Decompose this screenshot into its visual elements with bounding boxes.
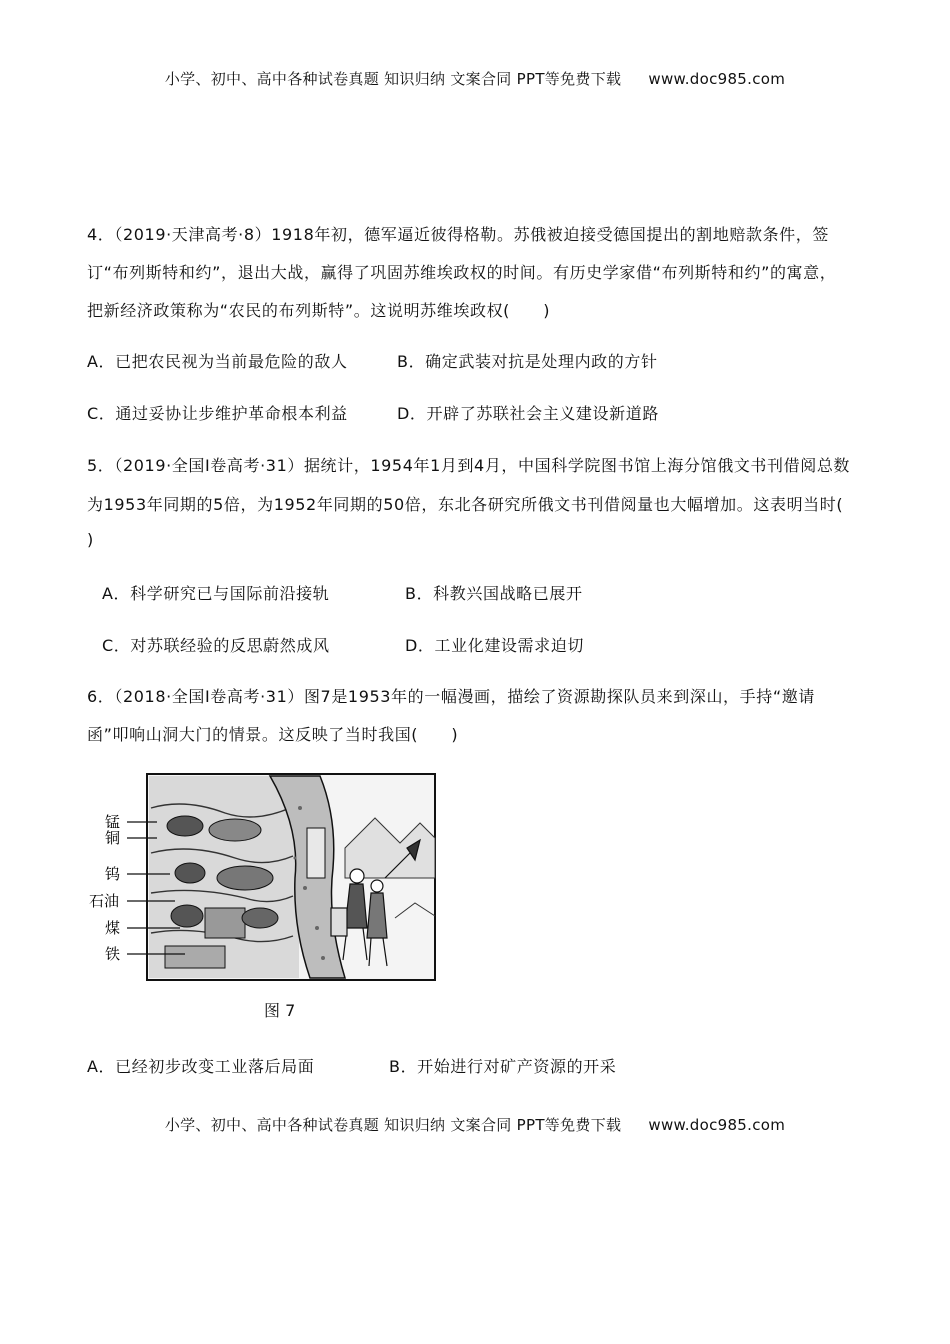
q5-stem-line2: 为1953年同期的5倍，为1952年同期的50倍，东北各研究所俄文书刊借阅量也大幅增加。这表明当时( [87, 495, 844, 514]
figure-label-copper: 铜 [105, 829, 121, 847]
page-footer [0, 1114, 950, 1135]
q4-option-c: C．通过妥协让步维护革命根本利益 [87, 404, 348, 423]
q5-option-c: C．对苏联经验的反思蔚然成风 [102, 636, 330, 655]
q4-option-d: D．开辟了苏联社会主义建设新道路 [397, 404, 659, 423]
q6-stem-line2: 函”叩响山洞大门的情景。这反映了当时我国( ) [87, 725, 459, 744]
header-url[interactable]: www.doc985.com [648, 70, 786, 88]
q4-option-a: A．已把农民视为当前最危险的敌人 [87, 352, 348, 371]
footer-url[interactable]: www.doc985.com [648, 1116, 786, 1134]
q5-option-b: B．科教兴国战略已展开 [405, 584, 583, 603]
q5-option-d: D．工业化建设需求迫切 [405, 636, 584, 655]
q4-stem-line1: 4．（2019·天津高考·8）1918年初，德军逼近彼得格勒。苏俄被迫接受德国提出的割地赔款条件，签 [87, 225, 829, 244]
figure-label-coal: 煤 [105, 919, 121, 937]
q4-option-b: B．确定武装对抗是处理内政的方针 [397, 352, 658, 371]
cartoon-figure [89, 768, 440, 983]
q5-stem-line3: ) [87, 530, 94, 549]
page-header [0, 68, 950, 89]
q5-stem-line1: 5．（2019·全国Ⅰ卷高考·31）据统计，1954年1月到4月，中国科学院图书馆上海分馆俄文书刊借阅总数 [87, 456, 851, 475]
figure-label-manganese: 锰 [105, 813, 121, 831]
header-text: 小学、初中、高中各种试卷真题 知识归纳 文案合同 PPT等免费下载 [164, 70, 622, 88]
figure-label-oil: 石油 [89, 892, 120, 910]
figure-caption: 图 7 [264, 1001, 296, 1020]
q6-stem-line1: 6．（2018·全国Ⅰ卷高考·31）图7是1953年的一幅漫画，描绘了资源勘探队员来到深山，手持“邀请 [87, 687, 815, 706]
q6-option-b: B．开始进行对矿产资源的开采 [389, 1057, 617, 1076]
q4-stem-line3: 把新经济政策称为“农民的布列斯特”。这说明苏维埃政权( ) [87, 301, 551, 320]
footer-text: 小学、初中、高中各种试卷真题 知识归纳 文案合同 PPT等免费下载 [164, 1116, 622, 1134]
q6-option-a: A．已经初步改变工业落后局面 [87, 1057, 315, 1076]
q4-stem-line2: 订“布列斯特和约”，退出大战，赢得了巩固苏维埃政权的时间。有历史学家借“布列斯特和约”的寓意， [87, 263, 837, 282]
q5-option-a: A．科学研究已与国际前沿接轨 [102, 584, 330, 603]
figure-label-iron: 铁 [105, 945, 121, 963]
figure-label-tungsten: 钨 [105, 865, 121, 883]
